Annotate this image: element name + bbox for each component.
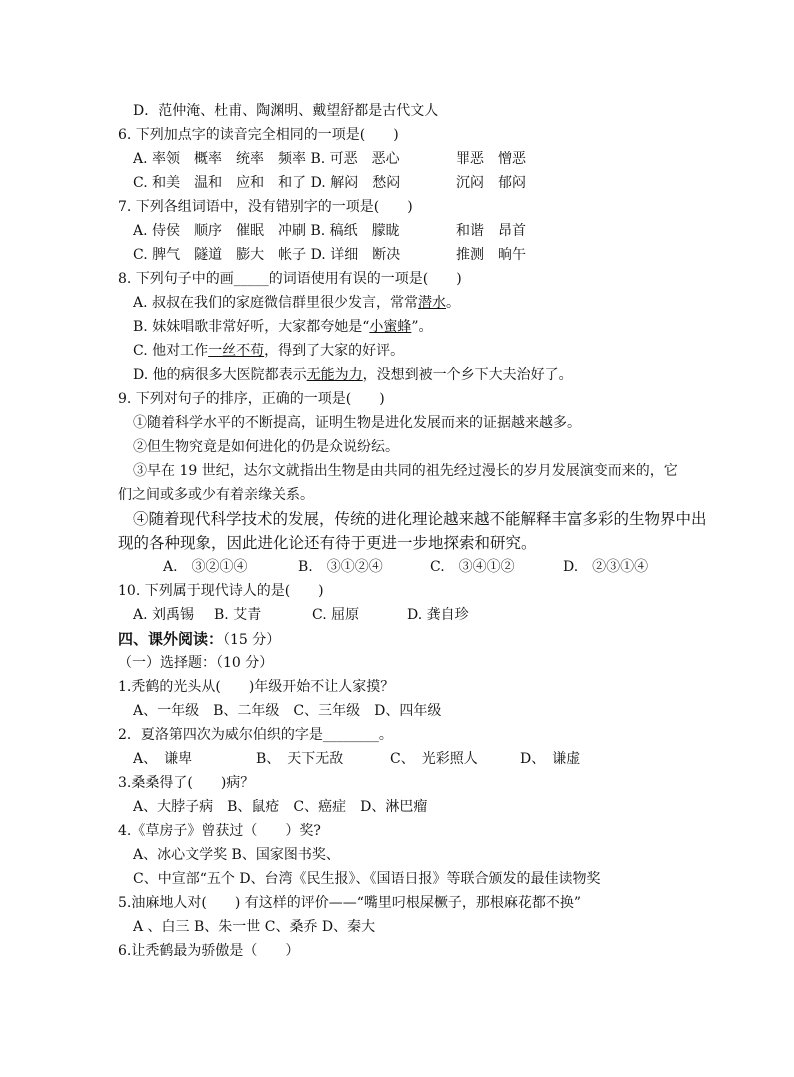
reading-question-3: 3.桑桑得了( )病？ — [118, 775, 255, 791]
option-D: D. ②③①④ — [563, 559, 649, 575]
option-line: A. 叔叔在我们的家庭微信群里很少发言，常常潜水。 — [133, 295, 461, 311]
reading-question-1: 1.秃鹤的光头从( )年级开始不让人家摸？ — [118, 679, 395, 695]
reading-question-6: 6.让秃鹤最为骄傲是（ ） — [118, 943, 300, 959]
option-line: 推测 晌午 — [456, 247, 526, 263]
option-line: C. 他对工作一丝不苟，得到了大家的好评。 — [133, 343, 405, 359]
option-A: A. ③②①④ — [163, 559, 248, 575]
option-line: 罪恶 憎恶 — [456, 151, 526, 167]
option-line: A、大脖子病 B、鼠疮 C、癌症 D、淋巴瘤 — [133, 799, 428, 815]
option-line: C. 脾气 隧道 膨大 帐子 D. 详细 断决 — [133, 247, 401, 263]
option-line: C、中宣部“五个 D、台湾《民生报》、《国语日报》等联合颁发的最佳读物奖 — [133, 871, 601, 887]
question-7: 7. 下列各组词语中，没有错别字的一项是( ) — [118, 199, 413, 215]
sentence-1: ①随着科学水平的不断提高，证明生物是进化发展而来的证据越来越多。 — [133, 415, 581, 431]
option-C: C、 光彩照人 — [390, 751, 478, 767]
option-D: D. 龚自珍 — [407, 607, 469, 623]
option-A: A、 谦卑 — [133, 751, 193, 767]
section-heading: 四、课外阅读：（15 分） — [118, 630, 281, 648]
sentence-3-cont: 们之间或多或少有着亲缘关系。 — [118, 487, 314, 503]
option-line: C. 和美 温和 应和 和了 D. 解闷 愁闷 — [133, 175, 401, 191]
option-line: A、一年级 B、二年级 C、三年级 D、四年级 — [133, 703, 442, 719]
option-C: C. 屈原 — [312, 607, 360, 623]
question-9: 9. 下列对句子的排序，正确的一项是( ) — [118, 391, 385, 407]
option-B: B. ③①②④ — [298, 559, 383, 575]
sentence-4-cont: 现的各种现象，因此进化论还有待于更进一步地探索和研究。 — [118, 534, 537, 552]
option-line: 和谐 昂首 — [456, 223, 526, 239]
option-C: C. ③④①② — [430, 559, 515, 575]
sentence-2: ②但生物究竟是如何进化的仍是众说纷纭。 — [133, 439, 399, 455]
sentence-4: ④随着现代科学技术的发展，传统的进化理论越来越不能解释丰富多彩的生物界中出 — [133, 510, 707, 528]
option-line: A. 侍侯 顺序 催眠 冲刷 B. 稿纸 朦眬 — [133, 223, 400, 239]
option-B: B、 天下无敌 — [256, 751, 344, 767]
option-line: B. 妹妹唱歌非常好听，大家都夸她是“小蜜蜂”。 — [133, 319, 433, 335]
option-B: B. 艾青 — [214, 607, 262, 623]
option-line: D．范仲淹、杜甫、陶渊明、戴望舒都是古代文人 — [133, 103, 439, 119]
option-line: A 、白三 B、朱一世 C、桑乔 D、秦大 — [133, 919, 376, 935]
option-line: 沉闷 郁闷 — [456, 175, 526, 191]
option-line: A. 率领 概率 统率 频率 B. 可恶 恶心 — [133, 151, 400, 167]
question-10: 10. 下列属于现代诗人的是( ) — [118, 583, 324, 599]
sentence-3: ③早在 19 世纪，达尔文就指出生物是由共同的祖先经过漫长的岁月发展演变而来的，它 — [133, 463, 678, 479]
reading-question-5: 5.油麻地人对( ) 有这样的评价——“嘴里叼根屎橛子，那根麻花都不换” — [118, 895, 582, 911]
subsection-heading: （一）选择题：（10 分） — [118, 655, 274, 671]
option-line: D. 他的病很多大医院都表示无能为力，没想到被一个乡下大夫治好了。 — [133, 367, 573, 383]
option-A: A. 刘禹锡 — [133, 607, 195, 623]
question-6: 6. 下列加点字的读音完全相同的一项是( ) — [118, 127, 399, 143]
question-8: 8. 下列句子中的画_____的词语使用有误的一项是( ) — [118, 271, 462, 287]
reading-question-4: 4.《草房子》曾获过（ ）奖? — [118, 823, 321, 839]
option-D: D、 谦虚 — [520, 751, 581, 767]
reading-question-2: 2．夏洛第四次为威尔伯织的字是________。 — [118, 727, 393, 743]
option-line: A、冰心文学奖 B、国家图书奖、 — [133, 847, 340, 863]
